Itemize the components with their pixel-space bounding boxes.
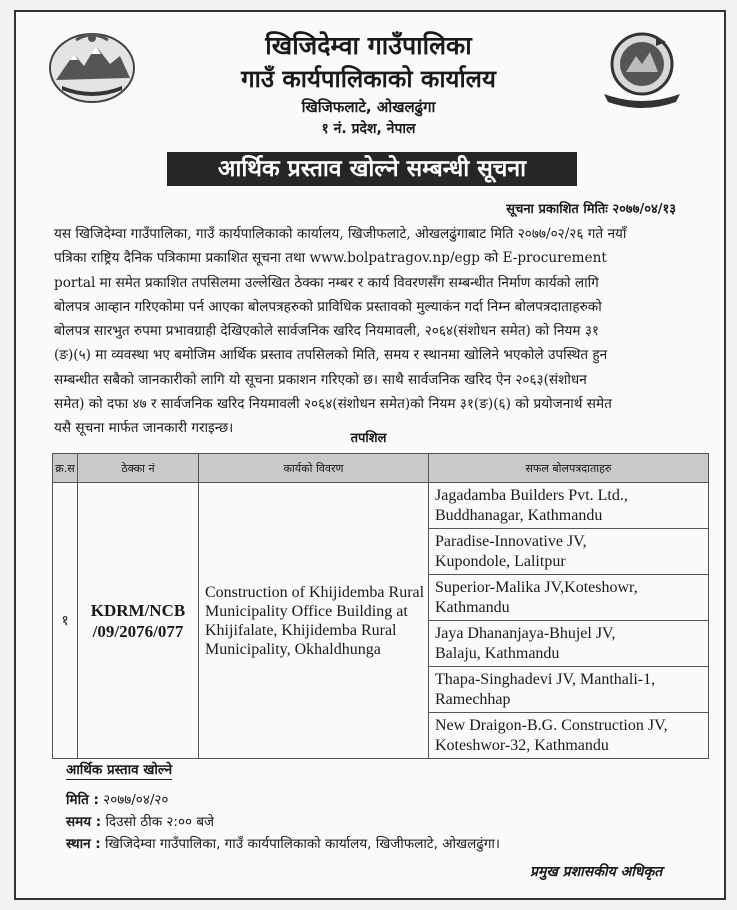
opening-heading: आर्थिक प्रस्ताव खोल्ने	[66, 762, 173, 778]
bidder-address: Buddhanagar, Kathmandu	[435, 506, 603, 524]
opening-place	[66, 834, 500, 852]
bidder-name: Paradise-Innovative JV,	[435, 532, 587, 550]
bidder-address: Kupondole, Lalitpur	[435, 552, 566, 570]
contract-number-part1: KDRM/NCB	[90, 600, 186, 620]
office-province: १ नं. प्रदेश, नेपाल	[321, 121, 416, 137]
notice-body	[54, 222, 710, 441]
bidder-address: Koteshwor-32, Kathmandu	[435, 736, 609, 754]
bidder-name: Jagadamba Builders Pvt. Ltd.,	[435, 486, 628, 504]
body-line: portal मा समेत प्रकाशित तपसिलमा उल्लेखित ठेक्का नम्बर र कार्य विवरणसँग सम्बन्धीत निर्माण कार्यको लागि	[54, 274, 599, 291]
bidder-address: Kathmandu	[435, 598, 510, 616]
contract-number-part2: /09/2076/077	[92, 621, 184, 641]
opening-time-value: दिउसो ठीक २:०० बजे	[105, 814, 215, 830]
body-line: यस खिजिदेम्वा गाउँपालिका, गाउँ कार्यपालिकाको कार्यालय, खिजीफलाटे, ओखलढुंगाबाट मिति २०७७/०२/२६ गते नयाँ	[54, 226, 627, 242]
table-caption: तपशिल	[350, 431, 387, 446]
contract-number	[78, 483, 199, 759]
opening-time	[66, 812, 214, 830]
col-header-contract: ठेक्का नं	[78, 454, 199, 483]
office-name: खिजिदेम्वा गाउँपालिका	[265, 31, 472, 60]
body-line: पत्रिका राष्ट्रिय दैनिक पत्रिकामा प्रकाशित सूचना तथा www.bolpatragov.np/egp को E-procurement	[54, 250, 607, 267]
bidder-cell	[429, 575, 709, 621]
table-row	[53, 483, 709, 529]
publish-date: सूचना प्रकाशित मितिः २०७७/०४/१३	[506, 202, 676, 217]
bidder-cell	[429, 713, 709, 759]
bidder-name: Thapa-Singhadevi JV, Manthali-1,	[435, 670, 656, 688]
office-address: खिजिफलाटे, ओखलढुंगा	[301, 98, 436, 116]
bidder-address: Ramechhap	[435, 690, 511, 708]
body-line: यसै सूचना मार्फत जानकारी गराइन्छ।	[54, 420, 234, 437]
bidder-cell	[429, 483, 709, 529]
col-header-sn: क्र.स	[53, 454, 78, 483]
office-subtitle: गाउँ कार्यपालिकाको कार्यालय	[241, 65, 496, 93]
bidder-name: Superior-Malika JV,Koteshowr,	[435, 578, 638, 596]
bidder-cell	[429, 667, 709, 713]
bidders-table	[52, 453, 709, 759]
col-header-bidders: सफल बोलपत्रदाताहरु	[429, 454, 709, 483]
opening-time-label: समय :	[66, 814, 102, 830]
bidder-cell	[429, 621, 709, 667]
body-line: बोलपत्र सारभुत रुपमा प्रभावग्राही देखिएकोले सार्वजनिक खरिद नियमावली, २०६४(संशोधन समेत) को नियम ३१	[54, 323, 599, 340]
body-line: बोलपत्र आव्हान गरिएकोमा पर्न आएका बोलपत्रहरुको प्राविधिक प्रस्तावको मुल्याकंन गर्दा निम्न बोलपत्रदाताहरुको	[54, 298, 602, 315]
opening-place-label: स्थान :	[66, 836, 101, 852]
opening-date	[66, 790, 168, 808]
body-line: (ङ)(५) मा व्यवस्था भए बमोजिम आर्थिक प्रस्ताव तपसिलको मिति, समय र स्थानमा खोलिने भएकोले उपस्थित हुन	[54, 347, 608, 364]
signatory-title: प्रमुख प्रशासकीय अधिकृत	[530, 864, 663, 880]
opening-date-value: २०७७/०४/२०	[103, 792, 169, 808]
opening-date-label: मिति :	[66, 792, 99, 808]
bidder-address: Balaju, Kathmandu	[435, 644, 560, 662]
bidder-name: Jaya Dhananjaya-Bhujel JV,	[435, 624, 616, 642]
work-description: Construction of Khijidemba Rural Municipality Office Building at Khijifalate, Khijidemba Rural Municipality, Okhaldhunga	[199, 483, 429, 759]
opening-place-value: खिजिदेम्वा गाउँपालिका, गाउँ कार्यपालिकाको कार्यालय, खिजीफलाटे, ओखलढुंगा।	[105, 836, 501, 852]
row-sn: १	[53, 483, 78, 759]
body-line: समेत) को दफा ४७ र सार्वजनिक खरिद नियमावली २०६४(संशोधन समेत)को नियम ३१(ङ)(६) को प्रयोजनार्थ समेत	[54, 396, 612, 413]
body-line: सम्बन्धीत सबैको जानकारीको लागि यो सूचना प्रकाशन गरिएको छ। साथै सार्वजनिक खरिद ऐन २०६३(संशोधन	[54, 371, 587, 388]
table-header-row	[53, 454, 709, 483]
col-header-description: कार्यको विवरण	[199, 454, 429, 483]
bidder-cell	[429, 529, 709, 575]
bidder-name: New Draigon-B.G. Construction JV,	[435, 716, 668, 734]
notice-title: आर्थिक प्रस्ताव खोल्ने सम्बन्धी सूचना	[167, 152, 577, 186]
